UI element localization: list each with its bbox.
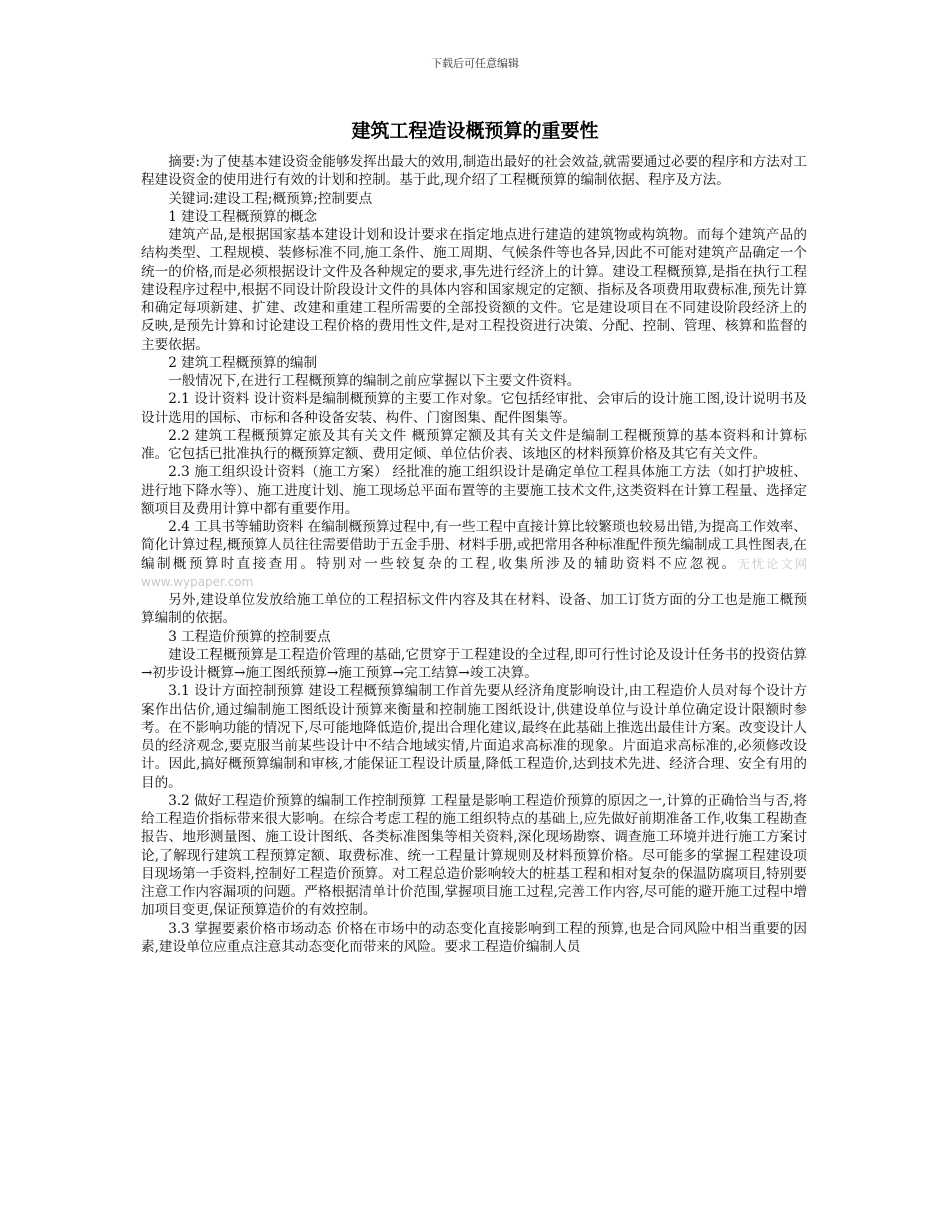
body-paragraph: 另外,建设单位发放给施工单位的工程招标文件内容及其在材料、设备、加工订货方面的分工也是施工概预算编制的依据。: [141, 592, 807, 627]
body-paragraph: 2.2 建筑工程概预算定旅及其有关文件 概预算定额及其有关文件是编制工程概预算的基本资料和计算标准。它包括已批准执行的概预算定额、费用定倾、单位估价表、该地区的材料预算价格及其它有关文件。: [141, 427, 807, 462]
document-body: [141, 153, 807, 956]
body-paragraph: 2.3 施工组织设计资料（施工方案） 经批准的施工组织设计是确定单位工程具体施工方法（如打护坡桩、进行地下降水等）、施工进度计划、施工现场总平面布置等的主要施工技术文件,这类资料在计算工程量、选择定额项目及费用计算中都有重要作用。: [141, 464, 807, 517]
watermark: 无忧论文网 www.wypaper.com: [141, 556, 807, 589]
page-header: 下载后可任意编辑: [431, 57, 519, 70]
body-paragraph: 2.1 设计资料 设计资料是编制概预算的主要工作对象。它包括经审批、会审后的设计施工图,设计说明书及设计选用的国标、市标和各种设备安装、构件、门窗图集、配件图集等。: [141, 391, 807, 426]
body-paragraph-text: 2.4 工具书等辅助资料 在编制概预算过程中,有一些工程中直接计算比较繁琐也较易出错,为提高工作效率、简化计算过程,概预算人员往往需要借助于五金手册、材料手册,或把常用各种标准配件预先编制成工具性图表,在编制概预算时直接查用。特别对一些较复杂的工程,收集所涉及的辅助资料不应忽视。: [141, 519, 807, 572]
body-paragraph: 建筑产品,是根据国家基本建设计划和设计要求在指定地点进行建造的建筑物或构筑物。而每个建筑产品的结构类型、工程规模、装修标准不同,施工条件、施工周期、气候条件等也各异,因此不可能对建筑产品确定一个统一的价格,而是必须根据设计文件及各种规定的要求,事先进行经济上的计算。建设工程概预算,是指在执行工程建设程序过程中,根据不同设计阶段设计文件的具体内容和国家规定的定额、指标及各项费用取费标准,预先计算和确定每项新建、扩建、改建和重建工程所需要的全部投资额的文件。它是建设项目在不同建设阶段经济上的反映,是预先计算和讨论建设工程价格的费用性文件,是对工程投资进行决策、分配、控制、管理、核算和监督的主要依据。: [141, 227, 807, 353]
document-title: 建筑工程造设概预算的重要性: [351, 120, 599, 142]
section-heading: 2 建筑工程概预算的编制: [168, 354, 318, 371]
body-paragraph: 一般情况下,在进行工程概预算的编制之前应掌握以下主要文件资料。: [168, 373, 581, 389]
section-heading: 1 建设工程概预算的概念: [168, 208, 318, 225]
body-paragraph: 3.3 掌握要素价格市场动态 价格在市场中的动态变化直接影响到工程的预算,也是合同风险中相当重要的因素,建设单位应重点注意其动态变化而带来的风险。要求工程造价编制人员: [141, 920, 807, 955]
body-paragraph: [141, 518, 807, 591]
body-paragraph: 3.1 设计方面控制预算 建设工程概预算编制工作首先要从经济角度影响设计,由工程造价人员对每个设计方案作出估价,通过编制施工图纸设计预算来衡量和控制施工图纸设计,供建设单位与设计单位确定设计限额时参考。在不影响功能的情况下,尽可能地降低造价,提出合理化建议,最终在此基础上推选出最佳计方案。改变设计人员的经济观念,要克服当前某些设计中不结合地域实情,片面追求高标准的现象。片面追求高标准的,必须修改设计。因此,搞好概预算编制和审核,才能保证工程设计质量,降低工程造价,达到技术先进、经济合理、安全有用的目的。: [141, 683, 807, 791]
keywords-paragraph: 关键词:建设工程;概预算;控制要点: [168, 190, 373, 207]
body-paragraph: 建设工程概预算是工程造价管理的基础,它贯穿于工程建设的全过程,即可行性讨论及设计任务书的投资估算→初步设计概算→施工图纸预算→施工预算→完工结算→竣工决算。: [141, 646, 807, 681]
body-paragraph: 3.2 做好工程造价预算的编制工作控制预算 工程量是影响工程造价预算的原因之一,计算的正确恰当与否,将给工程造价指标带来很大影响。在综合考虑工程的施工组织特点的基础上,应先做好前期准备工作,收集工程勘查报告、地形测量图、施工设计图纸、各类标准图集等相关资料,深化现场勘察、调查施工环境并进行施工方案讨论,了解现行建筑工程预算定额、取费标准、统一工程量计算规则及材料预算价格。尽可能多的掌握工程建设项目现场第一手资料,控制好工程造价预算。对工程总造价影响较大的桩基工程和相对复杂的保温防腐项目,特别要注意工作内容漏项的问题。严格根据清单计价范围,掌握项目施工过程,完善工作内容,尽可能的避开施工过程中增加项目变更,保证预算造价的有效控制。: [141, 792, 807, 919]
section-heading: 3 工程造价预算的控制要点: [168, 628, 331, 645]
abstract-paragraph: 摘要:为了使基本建设资金能够发挥出最大的效用,制造出最好的社会效益,就需要通过必要的程序和方法对工程建设资金的使用进行有效的计划和控制。基于此,现介绍了工程概预算的编制依据、程序及方法。: [141, 154, 807, 189]
